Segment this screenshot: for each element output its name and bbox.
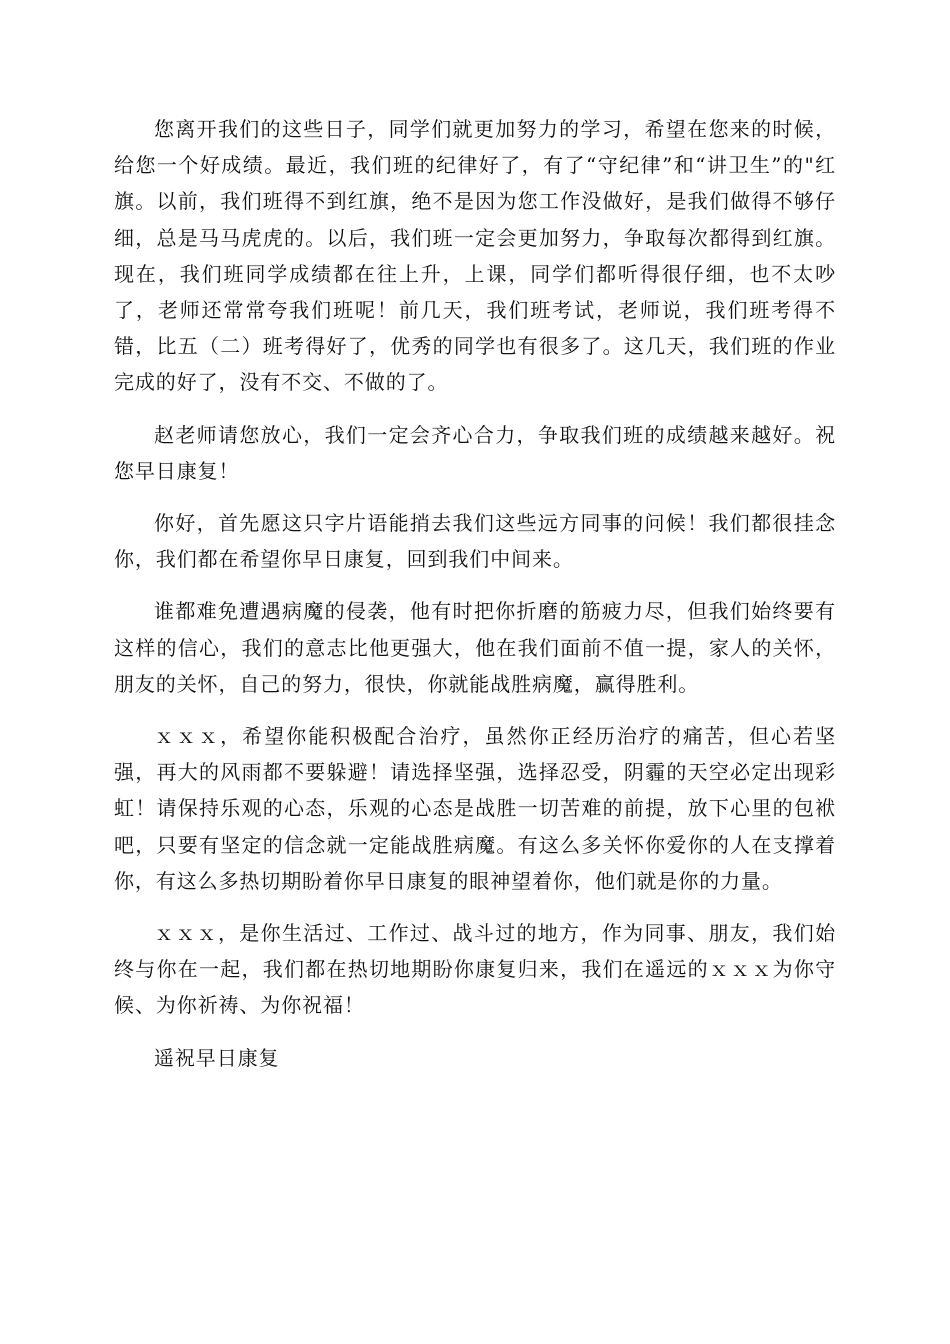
paragraph-2: 赵老师请您放心，我们一定会齐心合力，争取我们班的成绩越来越好。祝您早日康复！ xyxy=(114,422,836,483)
paragraph-3: 你好，首先愿这只字片语能捎去我们这些远方同事的问候！我们都很挂念你，我们都在希望你早日康复，回到我们中间来。 xyxy=(114,511,836,572)
paragraph-1: 您离开我们的这些日子，同学们就更加努力的学习，希望在您来的时候，给您一个好成绩。最近，我们班的纪律好了，有了“守纪律”和“讲卫生”的"红旗。以前，我们班得不到红旗，绝不是因为您工作没做好，是我们做得不够仔细，总是马马虎虎的。以后，我们班一定会更加努力，争取每次都得到红旗。现在，我们班同学成绩都在往上升，上课，同学们都听得很仔细，也不太吵了，老师还常常夸我们班呢！前几天，我们班考试，老师说，我们班考得不错，比五（二）班考得好了，优秀的同学也有很多了。这几天，我们班的作业完成的好了，没有不交、不做的了。 xyxy=(114,117,836,395)
closing-line: 遥祝早日康复 xyxy=(154,1045,280,1070)
paragraph-5: ｘｘｘ，希望你能积极配合治疗，虽然你正经历治疗的痛苦，但心若坚强，再大的风雨都不要躲避！请选择坚强，选择忍受，阴霾的天空必定出现彩虹！请保持乐观的心态，乐观的心态是战胜一切苦难的前提，放下心里的包袱吧，只要有坚定的信念就一定能战胜病魔。有这么多关怀你爱你的人在支撑着你，有这么多热切期盼着你早日康复的眼神望着你，他们就是你的力量。 xyxy=(114,724,836,893)
paragraph-4: 谁都难免遭遇病魔的侵袭，他有时把你折磨的筋疲力尽，但我们始终要有这样的信心，我们的意志比他更强大，他在我们面前不值一提，家人的关怀，朋友的关怀，自己的努力，很快，你就能战胜病魔，赢得胜利。 xyxy=(114,599,836,696)
document-body xyxy=(114,111,836,1092)
paragraph-6: ｘｘｘ，是你生活过、工作过、战斗过的地方，作为同事、朋友，我们始终与你在一起，我们都在热切地期盼你康复归来，我们在遥远的ｘｘｘ为你守候、为你祈祷、为你祝福！ xyxy=(114,921,836,1018)
